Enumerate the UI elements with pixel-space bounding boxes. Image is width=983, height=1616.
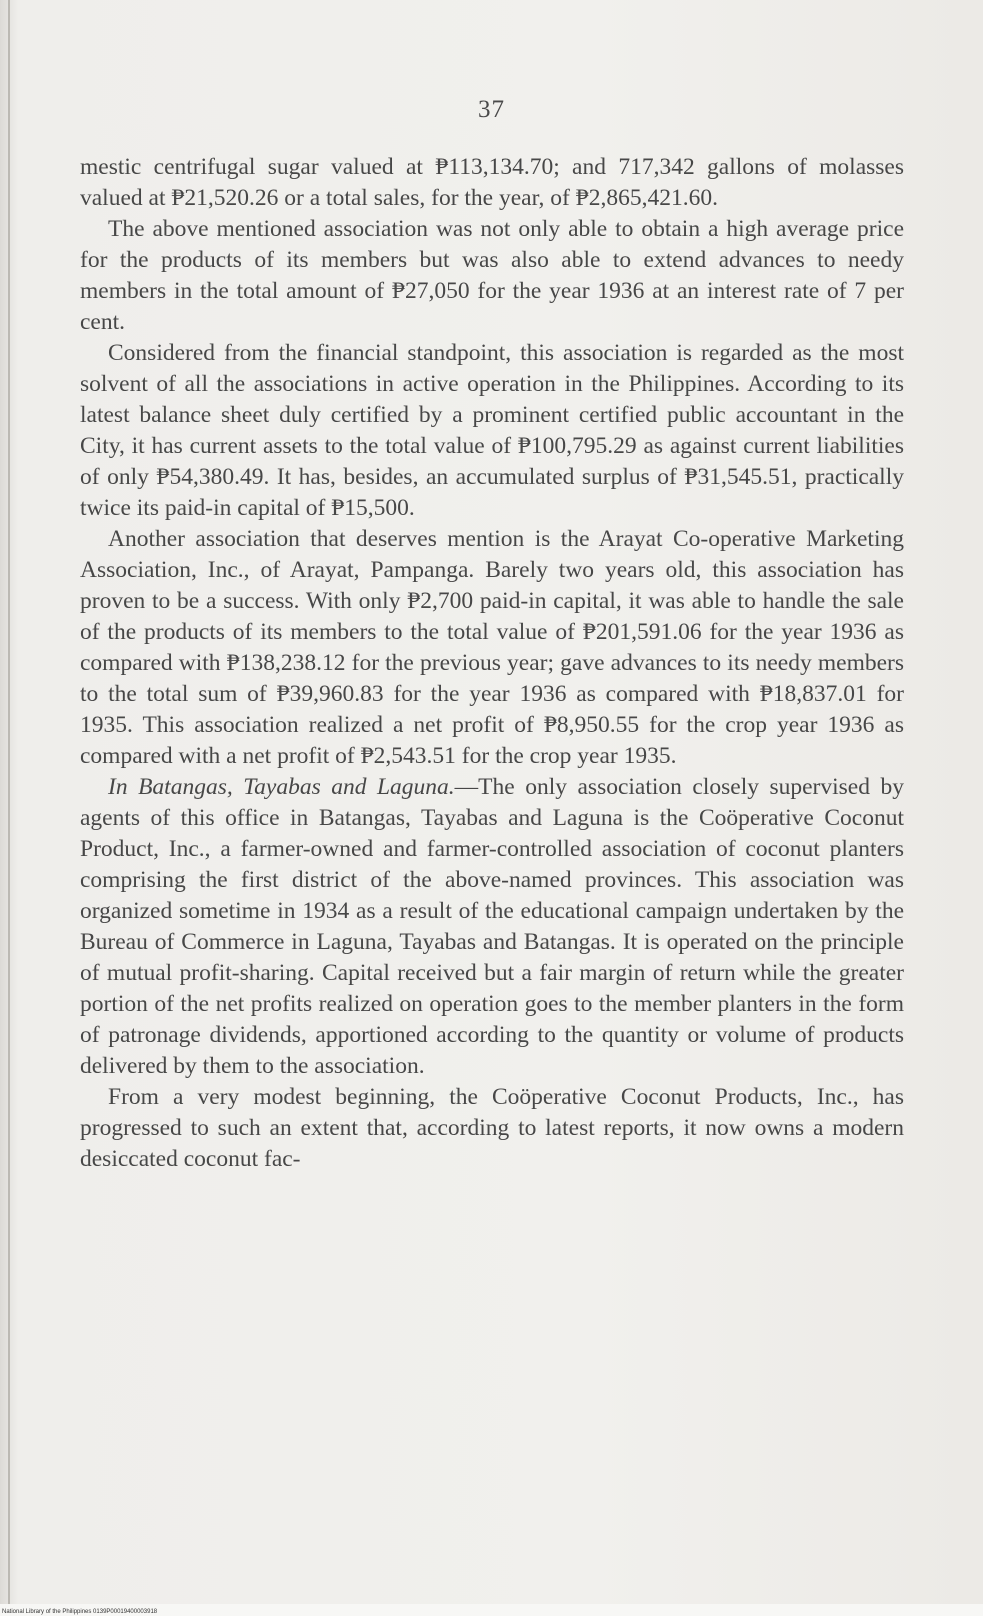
body-text <box>80 152 904 1175</box>
page-binding-edge <box>8 0 10 1616</box>
paragraph-3: Considered from the financial standpoint, this association is regarded as the most solvent of all the associations in active operation in the Philippines. According to its latest balance sheet duly certified by a prominent certified public accountant in the City, it has current assets to the total value of ₱100,795.29 as against current liabilities of only ₱54,380.49. It has, besides, an accumulated surplus of ₱31,545.51, practically twice its paid-in capital of ₱15,500. <box>80 340 904 521</box>
scan-footer <box>0 1604 983 1616</box>
paragraph-2: The above mentioned association was not only able to obtain a high average price for the products of its members but was also able to extend advances to needy members in the total amount of ₱27,050 for the year 1936 at an interest rate of 7 per cent. <box>80 216 904 335</box>
page-number: 37 <box>478 96 505 123</box>
paragraph-4: Another association that deserves mention is the Arayat Co-operative Marketing Association, Inc., of Arayat, Pampanga. Barely two years old, this association has proven to be a success. With only ₱2,700 paid-in capital, it was able to handle the sale of the products of its members to the total value of ₱201,591.06 for the year 1936 as compared with ₱138,238.12 for the previous year; gave advances to its needy members to the total sum of ₱39,960.83 for the year 1936 as compared with ₱18,837.01 for 1935. This association realized a net profit of ₱8,950.55 for the crop year 1936 as compared with a net profit of ₱2,543.51 for the crop year 1935. <box>80 526 904 769</box>
paragraph-6: From a very modest beginning, the Coöperative Coconut Products, Inc., has progressed to such an extent that, according to latest reports, it now owns a modern desiccated coconut fac- <box>80 1084 904 1172</box>
paragraph-5 <box>80 772 904 1082</box>
section-heading: In Batangas, Tayabas and Laguna. <box>108 774 455 800</box>
paragraph-1: mestic centrifugal sugar valued at ₱113,134.70; and 717,342 gallons of molasses valued at ₱21,520.26 or a total sales, for the year, of ₱2,865,421.60. <box>80 154 904 211</box>
scan-label: National Library of the Philippines 0139P00019400003918 <box>2 1609 158 1615</box>
paragraph-5-body: —The only association closely supervised by agents of this office in Batangas, Tayabas and Laguna is the Coöperative Coconut Product, Inc., a farmer-owned and farmer-controlled association of coconut planters comprising the first district of the above-named provinces. This association was organized sometime in 1934 as a result of the educational campaign undertaken by the Bureau of Commerce in Laguna, Tayabas and Batangas. It is operated on the principle of mutual profit-sharing. Capital received but a fair margin of return while the greater portion of the net profits realized on operation goes to the member planters in the form of patronage dividends, apportioned according to the quantity or volume of products delivered by them to the association. <box>80 774 904 1079</box>
